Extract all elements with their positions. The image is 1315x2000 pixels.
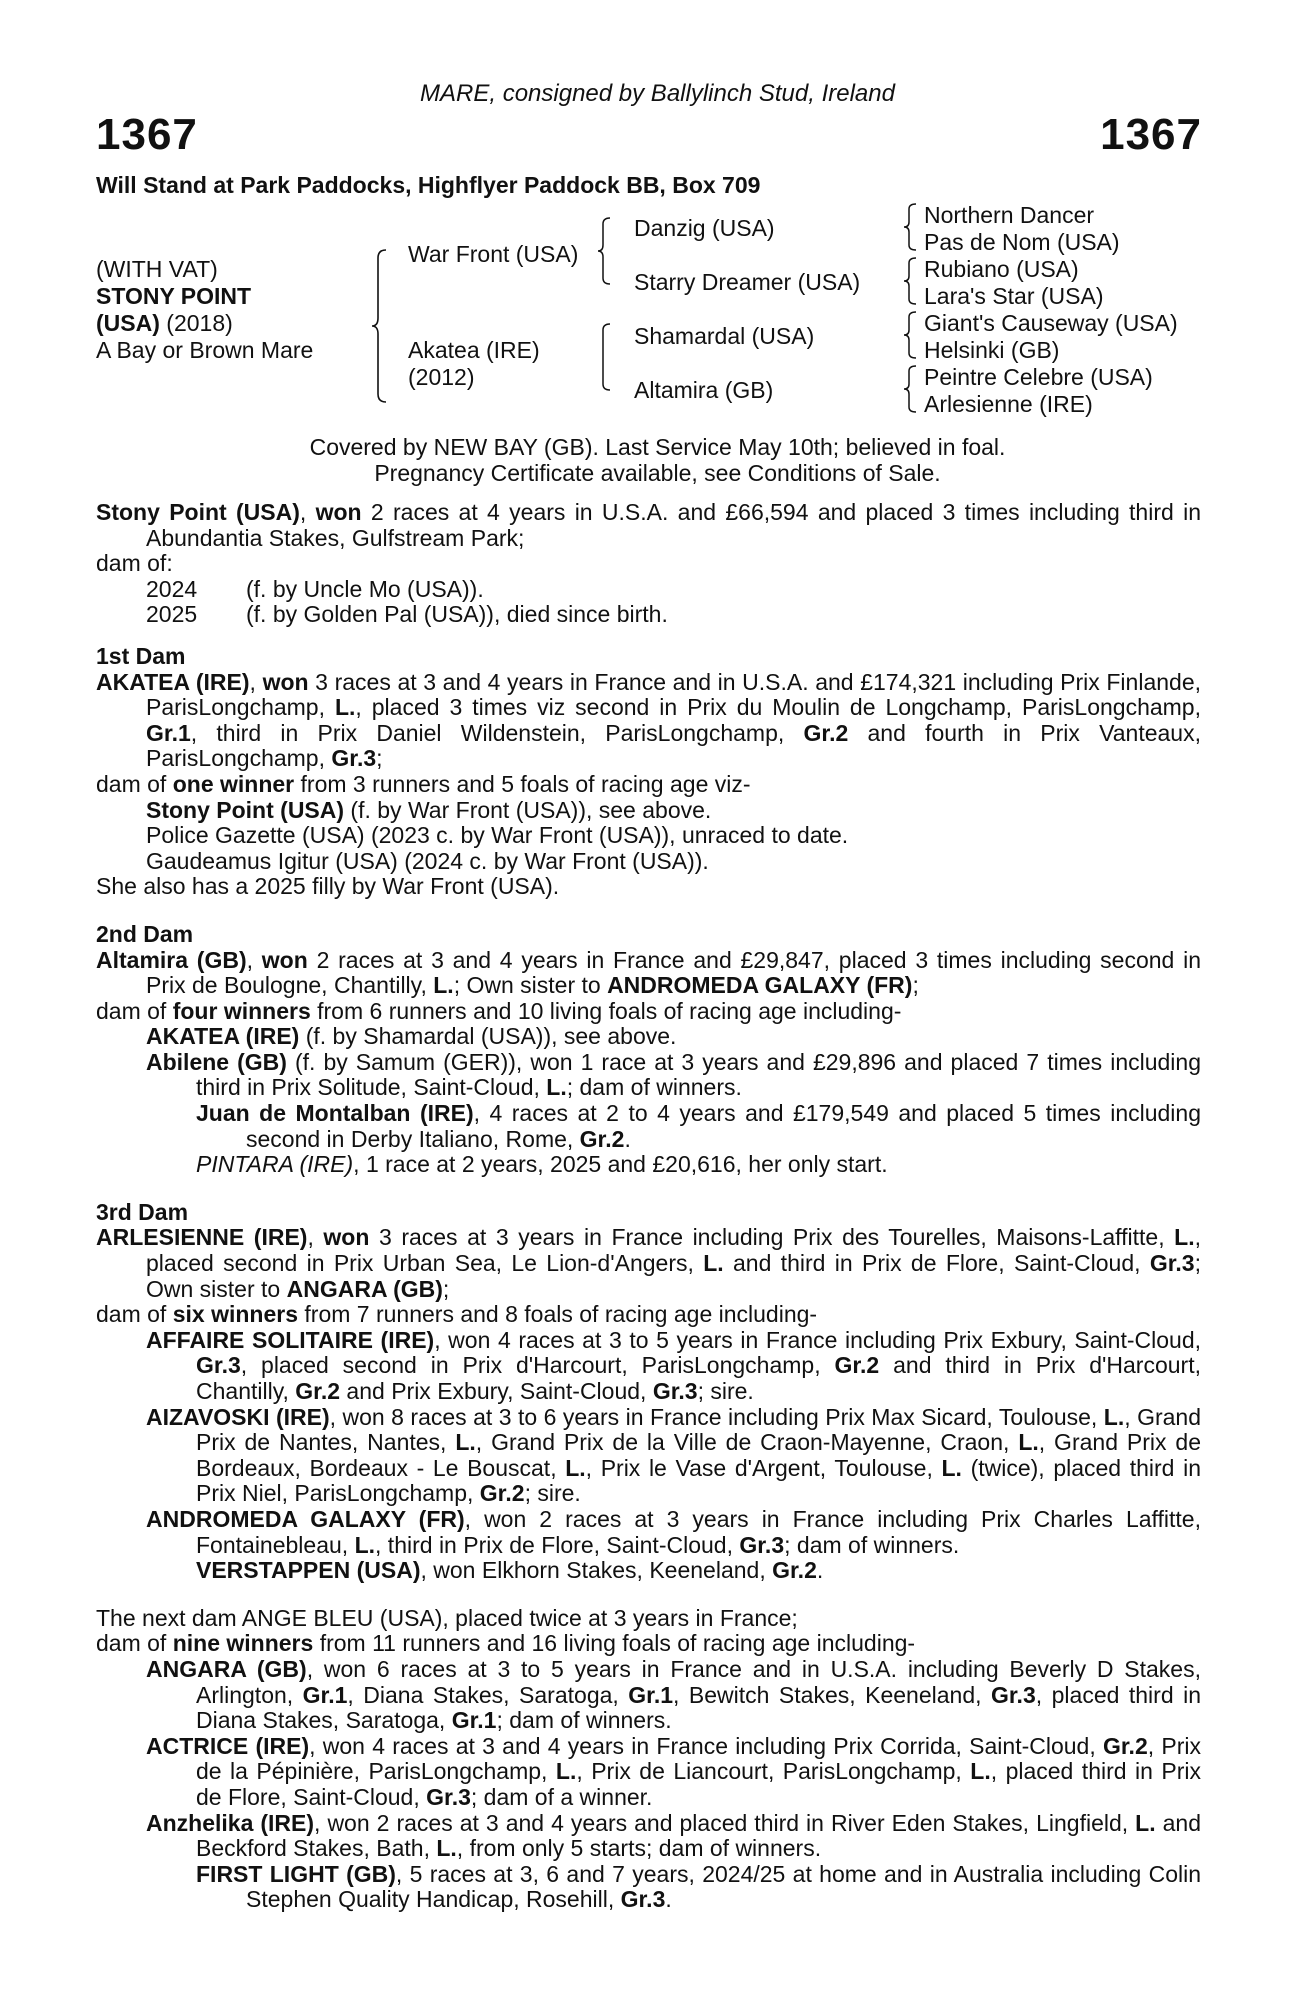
covered-line: Covered by NEW BAY (GB). Last Service May 10th; believed in foal. xyxy=(309,434,1006,460)
progeny-row: Police Gazette (USA) (2023 c. by War Front (USA)), unraced to date. xyxy=(146,822,849,849)
progeny-row: Stony Point (USA) (f. by War Front (USA)), see above. xyxy=(146,796,712,823)
first-dam-record: AKATEA (IRE), won 3 races at 3 and 4 years in France and in U.S.A. and £174,321 including Prix Finlande, ParisLongchamp, L., placed 3 times viz second in Prix du Moulin de Longchamp, ParisLongchamp, Gr.1, third in Prix Daniel Wildenstein, ParisLongchamp, Gr.2 and fourth in Prix Vanteaux, ParisLongchamp, Gr.3; xyxy=(96,668,1201,772)
progeny-row: AFFAIRE SOLITAIRE (IRE), won 4 races at 3 to 5 years in France including Prix Exbury, Saint-Cloud, Gr.3, placed second in Prix d'Harcourt, ParisLongchamp, Gr.2 and third in Prix d'Harcourt, Chantilly, Gr.2 and Prix Exbury, Saint-Cloud, Gr.3; sire. xyxy=(146,1326,1202,1404)
progeny-row: PINTARA (IRE), 1 race at 2 years, 2025 and £20,616, her only start. xyxy=(196,1151,888,1178)
pedigree-dam-dam: Altamira (GB) xyxy=(634,377,774,403)
lot-number-right: 1367 xyxy=(1100,110,1202,159)
first-dam-also: She also has a 2025 filly by War Front (USA). xyxy=(96,873,560,900)
pedigree-sire: War Front (USA) xyxy=(408,241,579,267)
progeny-row: Gaudeamus Igitur (USA) (2024 c. by War Front (USA)). xyxy=(146,847,709,874)
pedigree-brace-dd xyxy=(902,364,920,414)
lot-number-left: 1367 xyxy=(96,110,198,159)
horse-origin-year xyxy=(96,310,233,337)
pedigree-dss: Giant's Causeway (USA) xyxy=(924,310,1178,336)
pedigree-dam-year: (2012) xyxy=(408,364,475,390)
consignor-line: MARE, consigned by Ballylinch Stud, Ireland xyxy=(420,80,895,107)
third-dam-record: ARLESIENNE (IRE), won 3 races at 3 years in France including Prix des Tourelles, Maisons-Laffitte, L., placed second in Prix Urban Sea, Le Lion-d'Angers, L. and third in Prix de Flore, Saint-Cloud, Gr.3; Own sister to ANGARA (GB); xyxy=(96,1224,1202,1302)
progeny-row: ACTRICE (IRE), won 4 races at 3 and 4 years in France including Prix Corrida, Saint-Cloud, Gr.2, Prix de la Pépinière, ParisLongchamp, L., Prix de Liancourt, ParisLongchamp, L., placed third in Prix de Flore, Saint-Cloud, Gr.3; dam of a winner. xyxy=(146,1732,1201,1810)
stony-dam-of: dam of: xyxy=(96,550,173,577)
horse-name: STONY POINT xyxy=(96,283,252,309)
progeny-row: AKATEA (IRE) (f. by Shamardal (USA)), see above. xyxy=(146,1023,677,1050)
pedigree-dds: Peintre Celebre (USA) xyxy=(924,364,1153,390)
pedigree-brace-ds xyxy=(902,310,920,360)
progeny-row: Abilene (GB) (f. by Samum (GER)), won 1 race at 3 years and £29,896 and placed 7 times including third in Prix Solitude, Saint-Cloud, L.; dam of winners. xyxy=(146,1048,1201,1101)
stand-location: Will Stand at Park Paddocks, Highflyer Paddock BB, Box 709 xyxy=(96,172,761,198)
pedigree-ddd: Arlesienne (IRE) xyxy=(924,391,1093,417)
pedigree-dsd: Helsinki (GB) xyxy=(924,337,1060,363)
stony-point-name: Stony Point (USA) xyxy=(96,499,300,525)
pedigree-sire-sire: Danzig (USA) xyxy=(634,215,775,241)
pedigree-sdd: Lara's Star (USA) xyxy=(924,283,1104,309)
pedigree-sss: Northern Dancer xyxy=(924,202,1095,228)
next-dam-line: The next dam ANGE BLEU (USA), placed twice at 3 years in France; xyxy=(96,1604,798,1631)
next-dam-dam-of: dam of nine winners from 11 runners and 16 living foals of racing age including- xyxy=(96,1630,916,1657)
horse-country: (USA) xyxy=(96,310,160,336)
pedigree-dam: Akatea (IRE) xyxy=(408,337,540,363)
second-dam-record: Altamira (GB), won 2 races at 3 and 4 years in France and £29,847, placed 3 times including second in Prix de Boulogne, Chantilly, L.; Own sister to ANDROMEDA GALAXY (FR); xyxy=(96,946,1202,999)
pedigree-sds: Rubiano (USA) xyxy=(924,256,1079,282)
stony-point-record: Stony Point (USA), won 2 races at 4 years in U.S.A. and £66,594 and placed 3 times including third in Abundantia Stakes, Gulfstream Park; xyxy=(96,499,1201,551)
second-dam-heading: 2nd Dam xyxy=(96,920,194,947)
first-dam-name: AKATEA (IRE) xyxy=(96,668,250,695)
progeny-row: Juan de Montalban (IRE), 4 races at 2 to 4 years and £179,549 and placed 5 times including second in Derby Italiano, Rome, Gr.2. xyxy=(196,1100,1201,1152)
horse-description: A Bay or Brown Mare xyxy=(96,337,314,363)
pedigree-dam-sire: Shamardal (USA) xyxy=(634,323,815,349)
vat-note: (WITH VAT) xyxy=(96,256,218,282)
third-dam-heading: 3rd Dam xyxy=(96,1198,189,1225)
third-dam-dam-of: dam of six winners from 7 runners and 8 foals of racing age including- xyxy=(96,1301,818,1328)
first-dam-dam-of: dam of one winner from 3 runners and 5 foals of racing age viz- xyxy=(96,770,751,797)
progeny-row: VERSTAPPEN (USA), won Elkhorn Stakes, Keeneland, Gr.2. xyxy=(196,1557,824,1584)
foal-row: 2025 (f. by Golden Pal (USA)), died since birth. xyxy=(146,601,668,628)
progeny-row: AIZAVOSKI (IRE), won 8 races at 3 to 6 years in France including Prix Max Sicard, Toulouse, L., Grand Prix de Nantes, Nantes, L., Grand Prix de la Ville de Craon-Mayenne, Craon, L., Grand Prix de Bordeaux, Bordeaux - Le Bouscat, L., Prix le Vase d'Argent, Toulouse, L. (twice), placed third in Prix Niel, ParisLongchamp, Gr.2; sire. xyxy=(146,1403,1202,1507)
catalogue-body xyxy=(96,500,1201,1913)
foal-row: 2024 (f. by Uncle Mo (USA)). xyxy=(146,575,484,602)
pedigree-ssd: Pas de Nom (USA) xyxy=(924,229,1120,255)
pedigree-brace-sd xyxy=(902,256,920,306)
progeny-row: ANDROMEDA GALAXY (FR), won 2 races at 3 years in France including Prix Charles Laffitte, Fontainebleau, L., third in Prix de Flore, Saint-Cloud, Gr.3; dam of winners. xyxy=(146,1505,1201,1558)
pregnancy-line: Pregnancy Certificate available, see Conditions of Sale. xyxy=(374,460,941,486)
pedigree-brace-dam xyxy=(596,322,614,392)
second-dam-dam-of: dam of four winners from 6 runners and 10 living foals of racing age including- xyxy=(96,997,902,1024)
progeny-row: Anzhelika (IRE), won 2 races at 3 and 4 years and placed third in River Eden Stakes, Lingfield, L. and Beckford Stakes, Bath, L., from only 5 starts; dam of winners. xyxy=(146,1809,1201,1862)
progeny-row: ANGARA (GB), won 6 races at 3 to 5 years in France and in U.S.A. including Beverly D Stakes, Arlington, Gr.1, Diana Stakes, Saratoga, Gr.1, Bewitch Stakes, Keeneland, Gr.3, placed third in Diana Stakes, Saratoga, Gr.1; dam of winners. xyxy=(146,1655,1201,1734)
progeny-row: FIRST LIGHT (GB), 5 races at 3, 6 and 7 years, 2024/25 at home and in Australia including Colin Stephen Quality Handicap, Rosehill, Gr.3. xyxy=(196,1860,1202,1913)
horse-year: (2018) xyxy=(159,310,233,336)
pedigree-sire-dam: Starry Dreamer (USA) xyxy=(634,269,861,295)
pedigree-brace-ss xyxy=(902,202,920,252)
pedigree-brace-sire xyxy=(596,216,614,286)
pedigree-brace-main xyxy=(370,248,390,404)
first-dam-heading: 1st Dam xyxy=(96,642,186,669)
